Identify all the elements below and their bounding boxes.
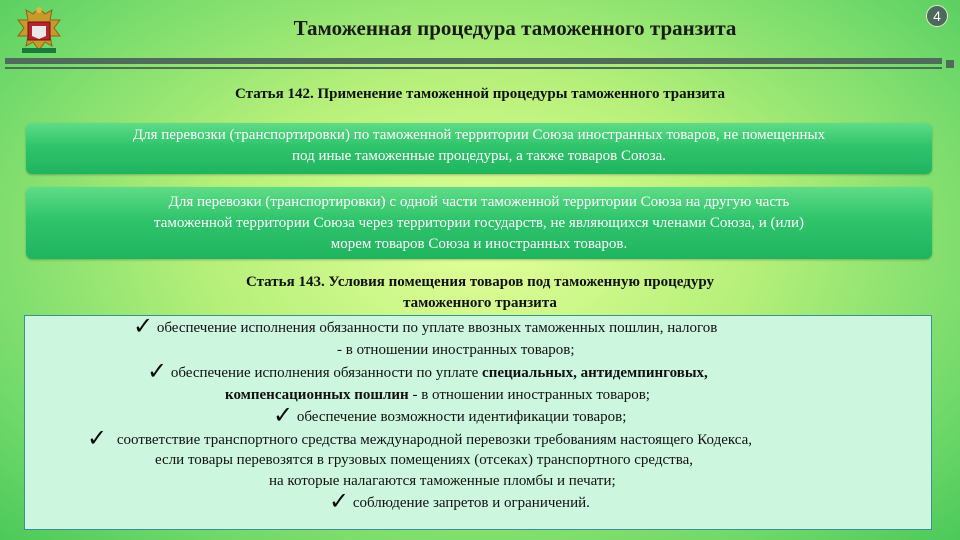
article-143-heading <box>170 272 790 314</box>
checkmark-icon: ✓ <box>147 357 168 385</box>
condition-2-text-bold-1: специальных, антидемпинговых, <box>482 365 708 381</box>
condition-2-text-prefix: обеспечение исполнения обязанности по уплате <box>170 365 483 381</box>
article-142-heading: Статья 142. Применение таможенной процедуры таможенного транзита <box>235 86 725 102</box>
page-number-badge: 4 <box>926 5 948 27</box>
band-2-line-2: таможенной территории Союза через территории государств, не являющихся членами Союза, и (или) <box>154 215 804 231</box>
condition-2-line-1 <box>147 357 708 385</box>
band-1-line-1: Для перевозки (транспортировки) по таможенной территории Союза иностранных товаров, не помещенных <box>132 127 826 143</box>
article-143-heading-line-1: Статья 143. Условия помещения товаров под таможенную процедуру <box>246 274 714 290</box>
checkmark-icon: ✓ <box>133 312 154 340</box>
condition-5-text-1: соблюдение запретов и ограничений. <box>352 495 590 511</box>
header-rule-square <box>946 60 954 68</box>
conditions-panel <box>24 312 932 530</box>
band-1-line-2: под иные таможенные процедуры, а также товаров Союза. <box>291 148 667 164</box>
condition-2-text-bold-2: компенсационных пошлин <box>225 387 409 403</box>
condition-4-line-1 <box>87 424 753 452</box>
checkmark-icon: ✓ <box>329 487 350 515</box>
page-title: Таможенная процедура таможенного транзита <box>293 16 737 40</box>
checkmark-icon: ✓ <box>273 401 294 429</box>
condition-3-text-1: обеспечение возможности идентификации товаров; <box>296 409 627 425</box>
condition-4-line-3: на которые налагаются таможенные пломбы и печати; <box>269 473 616 489</box>
band-2-line-1: Для перевозки (транспортировки) с одной части таможенной территории Союза на другую часть <box>168 194 790 210</box>
condition-2-text-rest: - в отношении иностранных товаров; <box>408 387 650 403</box>
condition-4-line-2: если товары перевозятся в грузовых помещениях (отсеках) транспортного средства, <box>155 452 693 468</box>
article-143-heading-line-2: таможенного транзита <box>403 295 557 311</box>
condition-1-text-1: обеспечение исполнения обязанности по уплате ввозных таможенных пошлин, налогов <box>156 320 718 336</box>
condition-3-line-1 <box>273 401 627 429</box>
condition-1-line-1 <box>133 312 718 340</box>
header-rule-thin <box>5 67 942 69</box>
band-2-line-3: морем товаров Союза и иностранных товаров. <box>330 236 628 252</box>
header-rule-thick <box>5 58 942 64</box>
article-142-band-transit-through-states <box>26 187 932 259</box>
article-142-band-foreign-goods <box>26 123 932 174</box>
customs-emblem-icon <box>14 4 64 56</box>
checkmark-icon: ✓ <box>87 424 108 452</box>
condition-1-line-2: - в отношении иностранных товаров; <box>337 342 575 358</box>
condition-5-line-1 <box>329 487 590 515</box>
condition-4-text-1: соответствие транспортного средства международной перевозки требованиям настоящего Кодекса, <box>116 432 753 448</box>
